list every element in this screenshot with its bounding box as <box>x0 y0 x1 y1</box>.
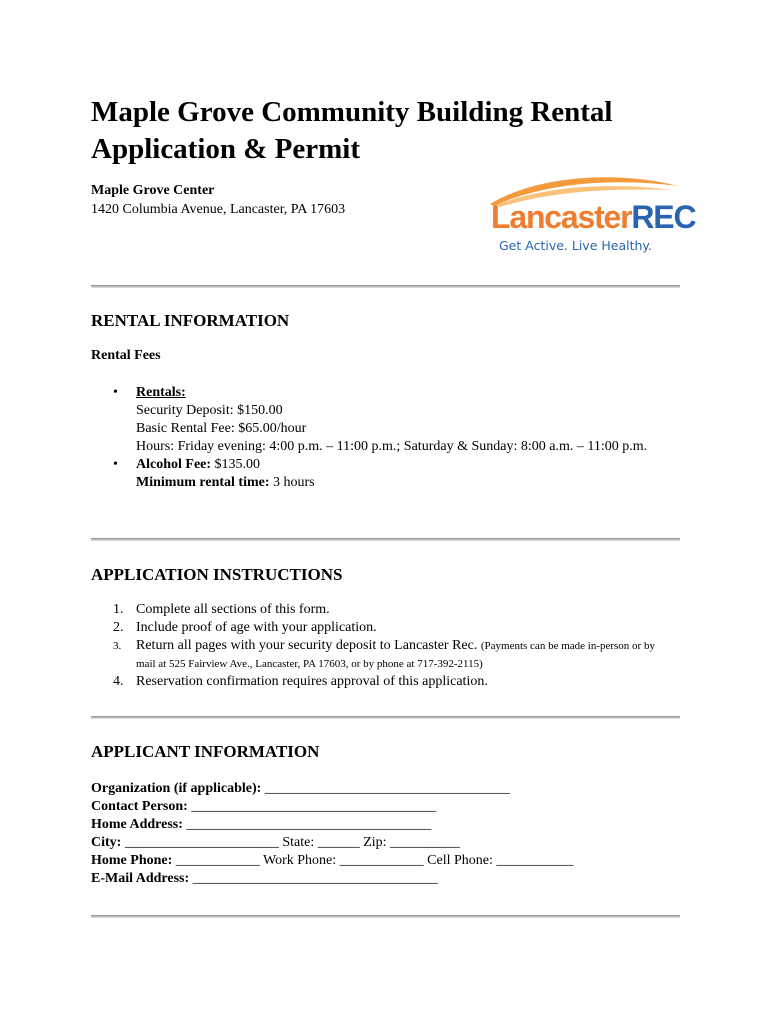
city-state-zip-field[interactable] <box>91 834 573 852</box>
item-number: 1. <box>113 602 124 617</box>
applicant-information-heading: APPLICANT INFORMATION <box>91 742 320 761</box>
rental-fees-subheading: Rental Fees <box>91 348 161 363</box>
instruction-text: Include proof of age with your application. <box>136 620 377 635</box>
lancaster-rec-logo <box>486 172 696 258</box>
logo-word-rec: REC <box>631 199 696 235</box>
instruction-text: Return all pages with your security deposit to Lancaster Rec. <box>136 638 481 653</box>
logo-wordmark <box>491 198 695 236</box>
email-blank[interactable]: ___________________________________ <box>189 871 438 886</box>
title-line-2: Application & Permit <box>91 133 361 165</box>
city-label: City: <box>91 835 122 850</box>
email-label: E-Mail Address: <box>91 871 190 886</box>
city-state-zip-blank[interactable]: ______________________ State: ______ Zip: __________ <box>121 835 461 850</box>
item-number: 4. <box>113 674 124 689</box>
home-address-field[interactable] <box>91 816 573 834</box>
divider-rule <box>91 915 680 918</box>
email-field[interactable] <box>91 870 573 888</box>
instruction-text: Reservation confirmation requires approval of this application. <box>136 674 488 689</box>
item-number: 3. <box>113 640 122 652</box>
applicant-fields <box>91 780 573 888</box>
instruction-text: Complete all sections of this form. <box>136 602 330 617</box>
rentals-label: Rentals: <box>136 385 186 400</box>
list-item <box>91 619 671 637</box>
divider-rule <box>91 285 680 288</box>
rental-hours: Hours: Friday evening: 4:00 p.m. – 11:00 p.m.; Saturday & Sunday: 8:00 a.m. – 11:00 p.m. <box>136 439 648 454</box>
home-address-blank[interactable]: ___________________________________ <box>182 817 432 832</box>
home-address-label: Home Address: <box>91 817 183 832</box>
home-phone-label: Home Phone: <box>91 853 173 868</box>
list-item <box>91 601 671 619</box>
rental-information-heading: RENTAL INFORMATION <box>91 311 290 330</box>
minimum-rental-value: 3 hours <box>269 475 315 490</box>
instructions-list <box>91 601 671 691</box>
contact-person-field[interactable] <box>91 798 573 816</box>
page-title <box>91 94 691 168</box>
contact-person-label: Contact Person: <box>91 799 188 814</box>
logo-tagline: Get Active. Live Healthy. <box>499 238 652 253</box>
phone-fields[interactable] <box>91 852 573 870</box>
title-line-1: Maple Grove Community Building Rental <box>91 96 613 128</box>
logo-word-lancaster: Lancaster <box>491 199 632 235</box>
center-name: Maple Grove Center <box>91 183 215 198</box>
application-instructions-heading: APPLICATION INSTRUCTIONS <box>91 565 343 584</box>
list-item-alcohol-fee <box>91 456 681 492</box>
center-address: 1420 Columbia Avenue, Lancaster, PA 17603 <box>91 202 346 217</box>
basic-rental-fee: Basic Rental Fee: $65.00/hour <box>136 421 307 436</box>
item-number: 2. <box>113 620 124 635</box>
list-item <box>91 673 671 691</box>
organization-label: Organization (if applicable): <box>91 781 262 796</box>
rental-fees-list <box>91 384 681 492</box>
contact-person-blank[interactable]: ___________________________________ <box>187 799 437 814</box>
list-item-rentals <box>91 384 681 456</box>
phones-blank[interactable]: ____________ Work Phone: ____________ Cell Phone: ___________ <box>172 853 574 868</box>
divider-rule <box>91 538 680 541</box>
security-deposit: Security Deposit: $150.00 <box>136 403 283 418</box>
organization-blank[interactable]: ___________________________________ <box>261 781 510 796</box>
minimum-rental-label: Minimum rental time: <box>136 475 270 490</box>
alcohol-fee-label: Alcohol Fee: <box>136 457 212 472</box>
list-item <box>91 637 671 673</box>
organization-field[interactable] <box>91 780 573 798</box>
divider-rule <box>91 716 680 719</box>
alcohol-fee-value: $135.00 <box>211 457 261 472</box>
payment-note: (Payments can be made in-person or by mail at 525 Fairview Ave., Lancaster, PA 17603, or by phone at 717-392-2115) <box>136 640 655 670</box>
